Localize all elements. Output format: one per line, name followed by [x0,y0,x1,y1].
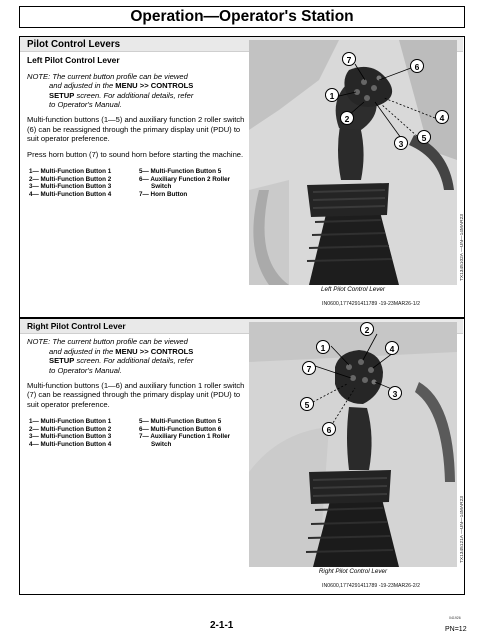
page-number: 2-1-1 [210,620,234,631]
right-lever-photo [249,322,457,567]
callout-4: 4 [435,110,449,124]
note-line-2: and adjusted in the MENU >> CONTROLS [49,346,194,356]
left-lever-photo [249,40,457,285]
legend-right: 5— Multi-Function Button 5 6— Multi-Function Button 6 7— Auxiliary Function 1 Roller Switch [139,418,231,449]
figure-id: TX1345102A —UN—14MAR23 [460,214,465,281]
callout-2: 2 [340,111,354,125]
callout-6: 6 [322,422,336,436]
legend [27,168,249,202]
body-paragraph-1: Multi-function buttons (1—6) and auxiliary function 1 roller switch (7) can be reassigned through the primary display unit (PDU) to suit operator preference. [27,381,245,409]
document-reference: IN0600,1774291411789 -19-23MAR26-2/2 [322,583,420,589]
callout-5: 5 [300,397,314,411]
callout-2: 2 [360,322,374,336]
right-lever-subheading: Right Pilot Control Lever [27,321,126,331]
note-line-1: NOTE: The current button profile can be viewed [27,71,188,81]
callout-5: 5 [417,130,431,144]
legend [27,418,249,452]
callout-1: 1 [316,340,330,354]
left-lever-illustration [249,40,457,285]
left-lever-subheading: Left Pilot Control Lever [27,55,120,66]
pn-number: PN=12 [445,626,467,633]
legend-right: 5— Multi-Function Button 5 6— Auxiliary Function 2 Roller Switch 7— Horn Button [139,168,231,198]
right-lever-text [27,322,249,452]
callout-3: 3 [394,136,408,150]
note [27,72,249,110]
note-line-4: to Operator's Manual. [49,365,122,375]
document-reference: IN0600,1774291411789 -19-23MAR26-1/2 [322,301,420,307]
footer-code: 041926 [449,616,461,620]
figure-id: TX1345121A —UN—14MAR23 [460,496,465,563]
body-paragraph-1: Multi-function buttons (1—5) and auxiliary function 2 roller switch (6) can be reassigned through the primary display unit (PDU) to suit operator preference. [27,115,245,144]
note-line-3: SETUP screen. For additional details, refer [49,356,194,366]
figure-caption: Right Pilot Control Lever [318,568,388,575]
note-line-4: to Operator's Manual. [49,100,122,110]
legend-left: 1— Multi-Function Button 1 2— Multi-Function Button 2 3— Multi-Function Button 3 4— Multi-Function Button 4 [29,418,112,449]
right-lever-illustration [249,322,457,567]
callout-3: 3 [388,386,402,400]
page-title: Operation—Operator's Station [19,6,465,28]
callout-7: 7 [302,361,316,375]
body-paragraph-2: Press horn button (7) to sound horn before starting the machine. [27,149,244,159]
note [27,337,249,375]
left-lever-section [19,36,465,318]
note-line-2: and adjusted in the MENU >> CONTROLS [49,81,194,91]
right-lever-section [19,318,465,595]
note-line-3: SETUP screen. For additional details, refer [49,90,194,100]
section-heading: Pilot Control Levers [27,39,121,50]
figure-caption: Left Pilot Control Lever [320,286,386,293]
callout-4: 4 [385,341,399,355]
left-lever-text [27,40,249,202]
legend-left: 1— Multi-Function Button 1 2— Multi-Function Button 2 3— Multi-Function Button 3 4— Multi-Function Button 4 [29,168,112,198]
note-line-1: NOTE: The current button profile can be viewed [27,337,188,347]
callout-1: 1 [325,88,339,102]
callout-7: 7 [342,52,356,66]
callout-6: 6 [410,59,424,73]
